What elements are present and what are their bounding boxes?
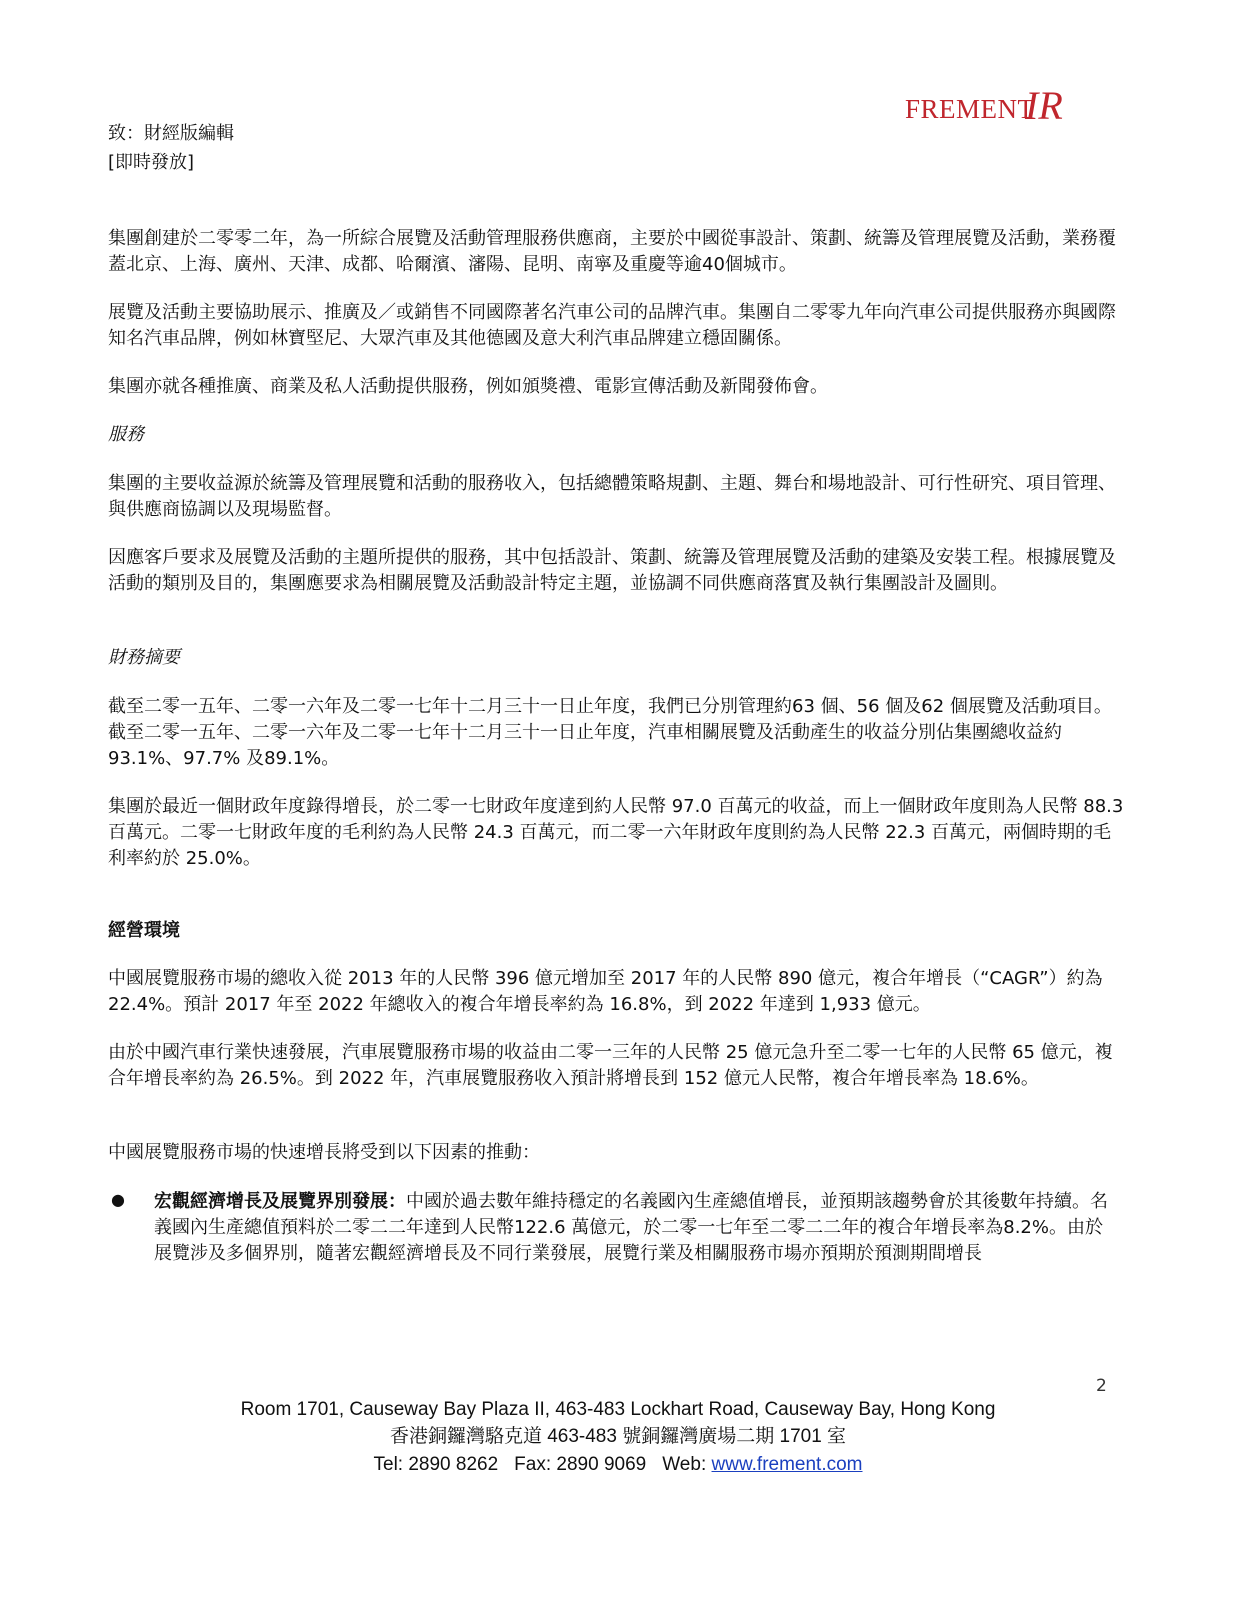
paragraph-other-events: 集團亦就各種推廣、商業及私人活動提供服務，例如頒獎禮、電影宣傳活動及新聞發佈會。 bbox=[108, 376, 828, 397]
bullet-body: 中國於過去數年維持穩定的名義國內生產總值增長，並預期該趨勢會於其後數年持續。名義國內生產總值預料於二零二二年達到人民幣122.6 萬億元，於二零一七年至二零二二年的複合年增長率為8.2%。由於展覽涉及多個界別，隨著宏觀經濟增長及不同行業發展，展覽行業及相關服務市場亦預期於預測期間增長 bbox=[154, 1191, 1108, 1264]
paragraph-company-intro: 集團創建於二零零二年，為一所綜合展覽及活動管理服務供應商，主要於中國從事設計、策劃、統籌及管理展覽及活動，業務覆蓋北京、上海、廣州、天津、成都、哈爾濱、瀋陽、昆明、南寧及重慶等逾40個城市。 bbox=[108, 228, 1116, 275]
bullet-marker: ● bbox=[111, 1190, 125, 1209]
paragraph-market-revenue: 中國展覽服務市場的總收入從 2013 年的人民幣 396 億元增加至 2017 年的人民幣 890 億元，複合年增長（“CAGR”）約為 22.4%。預計 2017 年至 2022 年總收入的複合年增長率約為 16.8%，到 2022 年達到 1,933 億元。 bbox=[108, 968, 1103, 1015]
paragraph-services-detail: 因應客戶要求及展覽及活動的主題所提供的服務，其中包括設計、策劃、統籌及管理展覽及活動的建築及安裝工程。根據展覽及活動的類別及目的，集團應要求為相關展覽及活動設計特定主題，並協調不同供應商落實及執行集團設計及圖則。 bbox=[108, 547, 1116, 594]
section-heading-services: 服務 bbox=[108, 424, 144, 445]
bullet-title: 宏觀經濟增長及展覽界別發展： bbox=[154, 1191, 406, 1212]
paragraph-auto-exhibition-market: 由於中國汽車行業快速發展，汽車展覽服務市場的收益由二零一三年的人民幣 25 億元急升至二零一七年的人民幣 65 億元，複合年增長率約為 26.5%。到 2022 年，汽車展覽服務收入預計將增長到 152 億元人民幣，複合年增長率為 18.6%。 bbox=[108, 1042, 1113, 1089]
footer-fax: Fax: 2890 9069 bbox=[514, 1454, 647, 1475]
release-tag: [即時發放] bbox=[108, 152, 195, 173]
bullet-item-macro-growth bbox=[154, 1189, 1114, 1267]
paragraph-projects-managed: 截至二零一五年、二零一六年及二零一七年十二月三十一日止年度，我們已分別管理約63 個、56 個及62 個展覽及活動項目。截至二零一五年、二零一六年及二零一七年十二月三十一日止年度，汽車相關展覽及活動產生的收益分別佔集團總收益約93.1%、97.7% 及89.1%。 bbox=[108, 696, 1112, 769]
paragraph-growth-drivers-intro: 中國展覽服務市場的快速增長將受到以下因素的推動： bbox=[108, 1142, 540, 1163]
frement-ir-logo bbox=[905, 83, 1105, 130]
footer-web-link[interactable]: www.frement.com bbox=[711, 1454, 863, 1475]
recipient-line: 致：財經版編輯 bbox=[108, 123, 234, 144]
section-heading-financial-summary: 財務摘要 bbox=[108, 647, 180, 668]
logo-mark: IR bbox=[1025, 83, 1063, 128]
paragraph-auto-brands: 展覽及活動主要協助展示、推廣及／或銷售不同國際著名汽車公司的品牌汽車。集團自二零零九年向汽車公司提供服務亦與國際知名汽車品牌，例如林寶堅尼、大眾汽車及其他德國及意大利汽車品牌建立穩固關係。 bbox=[108, 302, 1116, 349]
section-heading-operating-environment: 經營環境 bbox=[108, 920, 180, 941]
footer-contact bbox=[0, 1452, 1236, 1478]
footer-tel: Tel: 2890 8262 bbox=[373, 1454, 499, 1475]
paragraph-revenue-growth: 集團於最近一個財政年度錄得增長，於二零一七財政年度達到約人民幣 97.0 百萬元的收益，而上一個財政年度則為人民幣 88.3 百萬元。二零一七財政年度的毛利約為人民幣 24.3 百萬元，而二零一六年財政年度則約為人民幣 22.3 百萬元，兩個時期的毛利率約於 25.0%。 bbox=[108, 796, 1124, 869]
footer-address-en: Room 1701, Causeway Bay Plaza II, 463-483 Lockhart Road, Causeway Bay, Hong Kong bbox=[240, 1399, 996, 1420]
footer-address-zh: 香港銅鑼灣駱克道 463-483 號銅鑼灣廣場二期 1701 室 bbox=[389, 1426, 847, 1447]
page-number: 2 bbox=[1096, 1376, 1107, 1396]
logo-wordmark: FREMENT bbox=[905, 94, 1035, 124]
footer-web-label: Web: bbox=[662, 1454, 707, 1475]
paragraph-revenue-source: 集團的主要收益源於統籌及管理展覽和活動的服務收入，包括總體策略規劃、主題、舞台和場地設計、可行性研究、項目管理、與供應商協調以及現場監督。 bbox=[108, 473, 1116, 520]
